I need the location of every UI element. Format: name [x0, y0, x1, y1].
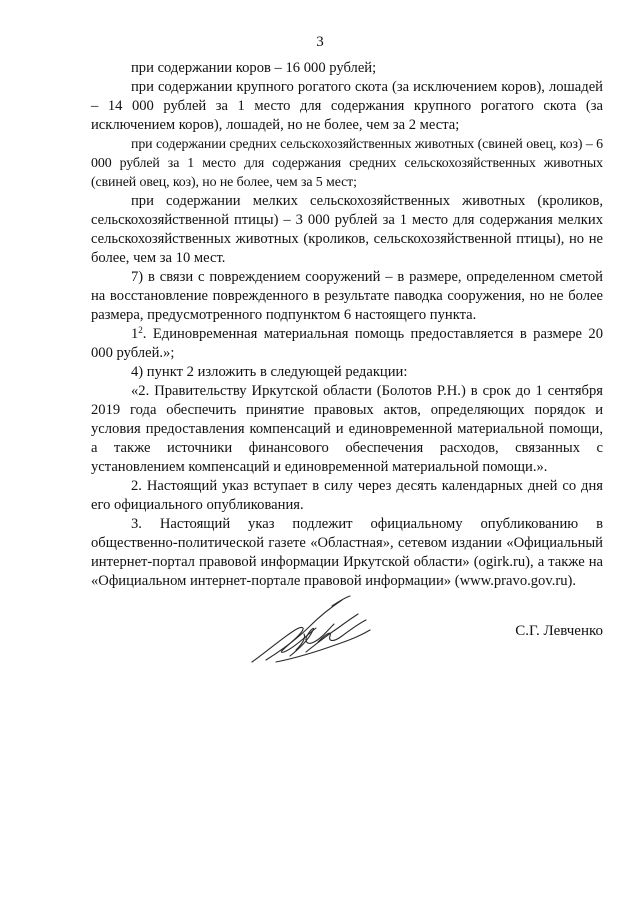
document-body [91, 59, 603, 591]
paragraph-text: . Единовременная материальная помощь предоставляется в размере 20 000 рублей.»; [91, 326, 603, 361]
signature-scribble [246, 592, 376, 670]
paragraph-entry-into-force: 2. Настоящий указ вступает в силу через десять календарных дней со дня его официального опубликования. [91, 478, 603, 513]
paragraph-cows: при содержании коров – 16 000 рублей; [131, 60, 377, 76]
paragraph-government-order: «2. Правительству Иркутской области (Болотов Р.Н.) в срок до 1 сентября 2019 года обеспечить принятие правовых актов, определяющих порядок и условия предоставления компенсаций и единовременной материальной помощи, а также источники финансового обеспечения расходов, связанных с установлением компенсаций и единовременной материальной помощи.». [91, 383, 603, 475]
paragraph-number: 1 [131, 326, 139, 342]
paragraph-small-animals: при содержании мелких сельскохозяйственных животных (кроликов, сельскохозяйственной птицы) – 3 000 рублей за 1 место для содержания мелких сельскохозяйственных животных (кроликов, сельскохозяйственной птицы), но не более, чем за 10 мест. [91, 193, 603, 266]
handwritten-signature [246, 592, 376, 670]
paragraph-item-4: 4) пункт 2 изложить в следующей редакции: [131, 364, 408, 380]
paragraph-structures: 7) в связи с повреждением сооружений – в размере, определенном сметой на восстановление поврежденного в результате паводка сооружения, но не более размера, предусмотренного подпунктом 6 настоящего пункта. [91, 269, 603, 323]
signer-name: С.Г. Левченко [515, 623, 603, 639]
paragraph-superscript: 2 [138, 325, 143, 335]
paragraph-cattle: при содержании крупного рогатого скота (за исключением коров), лошадей – 14 000 рублей за 1 место для содержания крупного рогатого скота (за исключением коров), лошадей, но не более, чем за 2 места; [91, 79, 603, 133]
paragraph-publication: 3. Настоящий указ подлежит официальному опубликованию в общественно-политической газете «Областная», сетевом издании «Официальный интернет-портал правовой информации Иркутской области» (ogirk.ru), а также на «Официальном интернет-портале правовой информации» (www.pravo.gov.ru). [91, 516, 603, 589]
paragraph-medium-animals: при содержании средних сельскохозяйственных животных (свиней овец, коз) – 6 000 рублей за 1 место для содержания средних сельскохозяйственных животных (свиней овец, коз), но не более, чем за 5 мест; [91, 137, 603, 190]
page-number: 3 [316, 34, 324, 50]
paragraph-1-2 [91, 325, 603, 363]
